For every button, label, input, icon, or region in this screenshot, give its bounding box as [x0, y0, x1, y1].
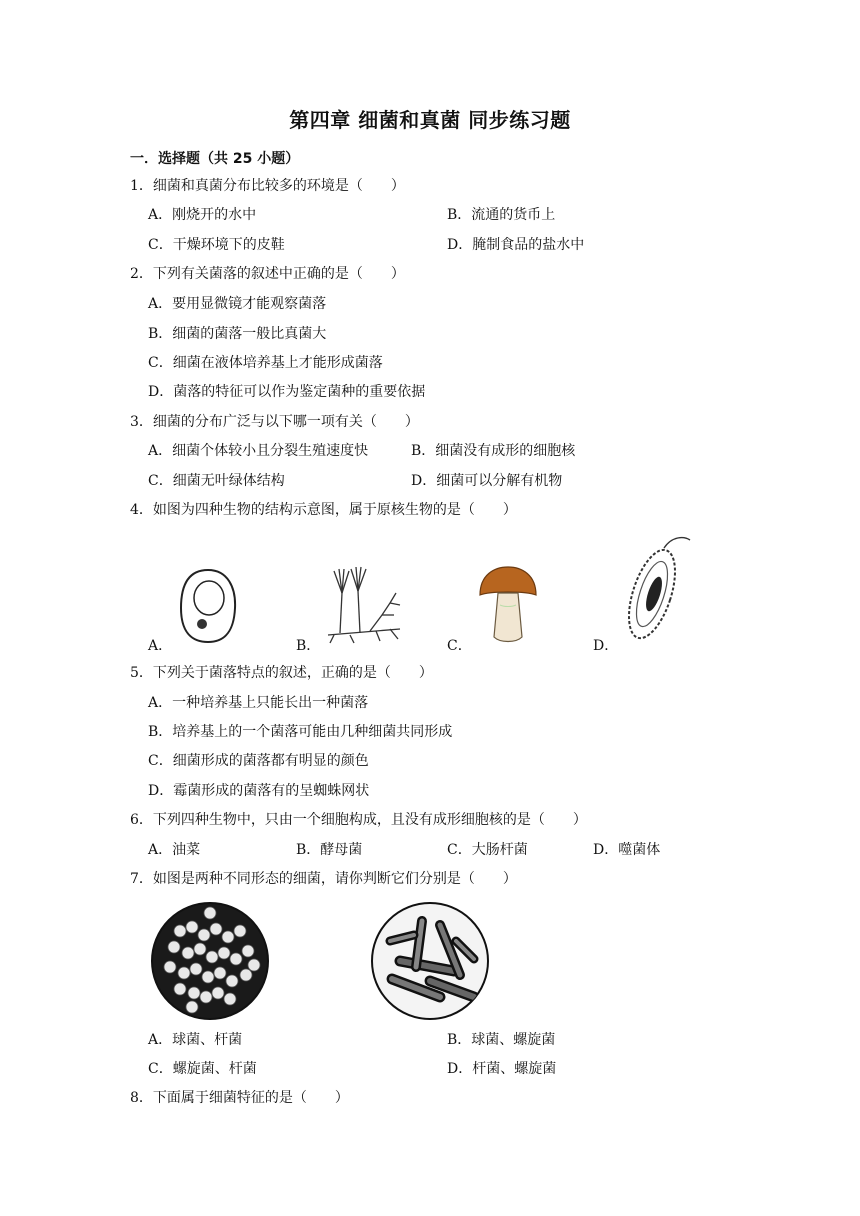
question-4-stem: 4．如图为四种生物的结构示意图，属于原核生物的是（ ） — [130, 502, 517, 518]
question-7-stem: 7．如图是两种不同形态的细菌，请你判断它们分别是（ ） — [130, 871, 517, 887]
q6-option-b[interactable]: B．酵母菌 — [296, 842, 363, 858]
question-3-stem: 3．细菌的分布广泛与以下哪一项有关（ ） — [130, 414, 419, 430]
q3-option-b[interactable]: B．细菌没有成形的细胞核 — [411, 443, 576, 459]
q1-option-c[interactable]: C．干燥环境下的皮鞋 — [148, 237, 285, 253]
q6-option-a[interactable]: A．油菜 — [148, 842, 201, 858]
q5-option-b[interactable]: B．培养基上的一个菌落可能由几种细菌共同形成 — [148, 724, 453, 740]
page-title: 第四章 细菌和真菌 同步练习题 — [289, 108, 571, 132]
q3-option-a[interactable]: A．细菌个体较小且分裂生殖速度快 — [148, 443, 369, 459]
q2-option-b[interactable]: B．细菌的菌落一般比真菌大 — [148, 326, 327, 342]
q2-option-d[interactable]: D．菌落的特征可以作为鉴定菌种的重要依据 — [148, 384, 426, 400]
q1-option-a[interactable]: A．刚烧开的水中 — [148, 207, 257, 223]
q1-option-d[interactable]: D．腌制食品的盐水中 — [447, 237, 585, 253]
q7-option-a[interactable]: A．球菌、杆菌 — [148, 1032, 243, 1048]
figure-bacterium-d — [620, 532, 700, 644]
q4-option-a[interactable]: A． — [148, 638, 173, 654]
figure-cocci-micrograph — [150, 901, 270, 1021]
q6-option-c[interactable]: C．大肠杆菌 — [447, 842, 528, 858]
q3-option-c[interactable]: C．细菌无叶绿体结构 — [148, 473, 285, 489]
question-8-stem: 8．下面属于细菌特征的是（ ） — [130, 1090, 349, 1106]
figure-cell-a — [178, 568, 238, 644]
q5-option-c[interactable]: C．细菌形成的菌落都有明显的颜色 — [148, 753, 369, 769]
q6-option-d[interactable]: D．噬菌体 — [593, 842, 661, 858]
q5-option-d[interactable]: D．霉菌形成的菌落有的呈蜘蛛网状 — [148, 783, 370, 799]
q7-option-b[interactable]: B．球菌、螺旋菌 — [447, 1032, 556, 1048]
figure-mushroom-c — [476, 565, 540, 645]
q4-option-c[interactable]: C． — [447, 638, 472, 654]
question-6-stem: 6．下列四种生物中，只由一个细胞构成，且没有成形细胞核的是（ ） — [130, 812, 587, 828]
q1-option-b[interactable]: B．流通的货币上 — [447, 207, 556, 223]
q3-option-d[interactable]: D．细菌可以分解有机物 — [411, 473, 563, 489]
q2-option-a[interactable]: A．要用显微镜才能观察菌落 — [148, 296, 327, 312]
q2-option-c[interactable]: C．细菌在液体培养基上才能形成菌落 — [148, 355, 383, 371]
question-5-stem: 5．下列关于菌落特点的叙述，正确的是（ ） — [130, 665, 433, 681]
figure-mold-b — [320, 563, 410, 645]
question-1-stem: 1．细菌和真菌分布比较多的环境是（ ） — [130, 178, 405, 194]
q4-option-d[interactable]: D． — [593, 638, 619, 654]
q4-option-b[interactable]: B． — [296, 638, 321, 654]
figure-bacilli-micrograph — [370, 901, 490, 1021]
q7-option-c[interactable]: C．螺旋菌、杆菌 — [148, 1061, 257, 1077]
q5-option-a[interactable]: A．一种培养基上只能长出一种菌落 — [148, 695, 369, 711]
q7-option-d[interactable]: D．杆菌、螺旋菌 — [447, 1061, 557, 1077]
question-2-stem: 2．下列有关菌落的叙述中正确的是（ ） — [130, 266, 405, 282]
section-heading: 一．选择题（共 25 小题） — [130, 151, 300, 167]
